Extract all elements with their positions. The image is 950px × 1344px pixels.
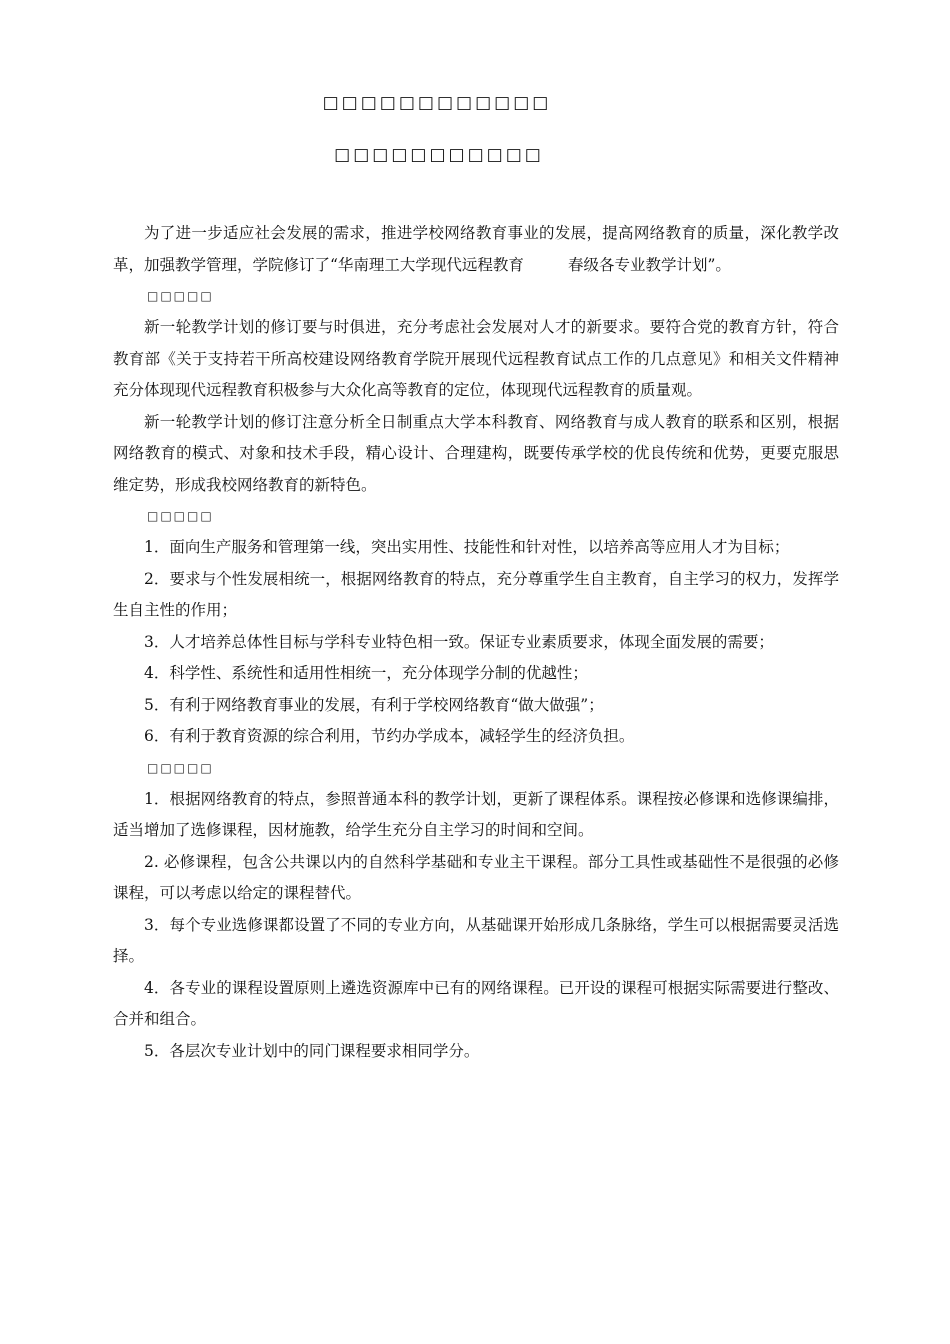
section3-item: 1．根据网络教育的特点，参照普通本科的教学计划，更新了课程体系。课程按必修课和选修课编排，适当增加了选修课程，因材施教，给学生充分自主学习的时间和空间。 <box>113 789 839 839</box>
section-heading-1: □□□□□ <box>147 289 214 303</box>
section2-item: 3．人才培养总体性目标与学科专业特色相一致。保证专业素质要求，体现全面发展的需要； <box>144 632 774 651</box>
section2-item: 2．要求与个性发展相统一，根据网络教育的特点，充分尊重学生自主教育，自主学习的权力，发挥学生自主性的作用； <box>113 569 839 619</box>
section2-item: 1．面向生产服务和管理第一线，突出实用性、技能性和针对性，以培养高等应用人才为目标； <box>144 538 790 556</box>
section3-item: 5．各层次专业计划中的同门课程要求相同学分。 <box>144 1041 480 1060</box>
section-heading-3: □□□□□ <box>147 760 214 775</box>
section2-item: 6．有利于教育资源的综合利用，节约办学成本，减轻学生的经济负担。 <box>144 727 635 745</box>
section2-item: 5．有利于网络教育事业的发展，有利于学校网络教育“做大做强”； <box>144 695 604 714</box>
document-subtitle: □□□□□□□□□□□ <box>334 145 544 165</box>
section-heading-2: □□□□□ <box>147 509 214 523</box>
intro-text-after: 春级各专业教学计划”。 <box>567 255 731 274</box>
section3-item: 3．每个专业选修课都设置了不同的专业方向，从基础课开始形成几条脉络，学生可以根据需要灵活选择。 <box>113 915 839 965</box>
section2-item: 4．科学性、系统性和适用性相统一，充分体现学分制的优越性； <box>144 664 588 682</box>
section1-paragraph: 新一轮教学计划的修订要与时俱进，充分考虑社会发展对人才的新要求。要符合党的教育方针，符合教育部《关于支持若干所高校建设网络教育学院开展现代远程教育试点工作的几点意见》和相关文件精神 充分体现现代远程教育积极参与大众化高等教育的定位，体现现代远程教育的质量观。 <box>113 318 839 399</box>
section3-item: 4．各专业的课程设置原则上遴选资源库中已有的网络课程。已开设的课程可根据实际需要进行整改、合并和组合。 <box>113 978 839 1028</box>
section3-item: 2. 必修课程，包含公共课以内的自然科学基础和专业主干课程。部分工具性或基础性不是很强的必修课程，可以考虑以给定的课程替代。 <box>113 852 839 902</box>
section1-paragraph: 新一轮教学计划的修订注意分析全日制重点大学本科教育、网络教育与成人教育的联系和区别，根据网络教育的模式、对象和技术手段，精心设计、合理建构，既要传承学校的优良传统和优势，更要克服思维定势，形成我校网络教育的新特色。 <box>113 412 839 494</box>
document-title: □□□□□□□□□□□□ <box>322 93 552 113</box>
intro-paragraph <box>113 218 839 281</box>
document-body <box>113 218 839 1067</box>
intro-text-before: 为了进一步适应社会发展的需求，推进学校网络教育事业的发展，提高网络教育的质量，深化教学改革，加强教学管理，学院修订了“华南理工大学现代远程教育 <box>113 224 839 274</box>
